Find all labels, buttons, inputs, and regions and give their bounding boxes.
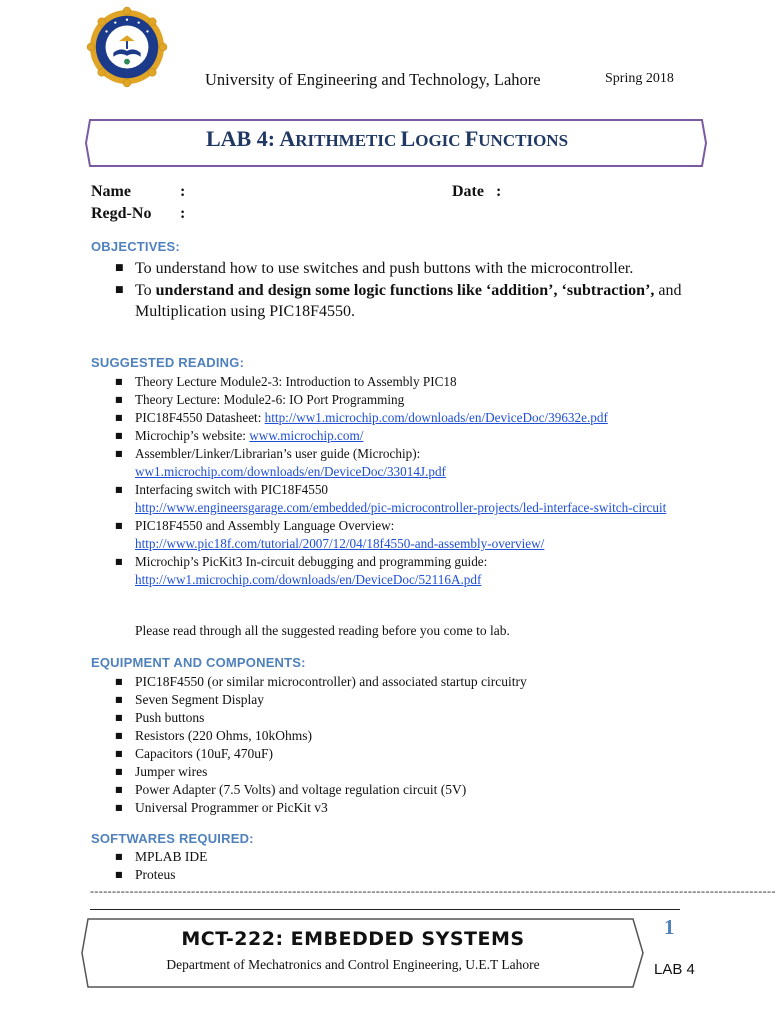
equipment-text: Seven Segment Display — [135, 692, 264, 707]
equipment-text: Universal Programmer or PicKit v3 — [135, 800, 328, 815]
bullet-icon: ■ — [115, 852, 123, 861]
bullet-icon: ■ — [115, 557, 123, 566]
title-word-cap: L — [400, 126, 416, 151]
regd-colon: : — [180, 205, 186, 222]
objective-text: To understand how to use switches and push buttons with the microcontroller. — [135, 260, 634, 277]
list-item — [91, 481, 711, 517]
bullet-icon: ■ — [115, 749, 123, 758]
list-item — [91, 409, 711, 427]
lab-title — [84, 126, 690, 152]
list-item — [91, 673, 711, 691]
bullet-icon: ■ — [115, 695, 123, 704]
software-text: Proteus — [135, 867, 176, 882]
bullet-icon: ■ — [115, 263, 124, 273]
microchip-website-link[interactable]: www.microchip.com/ — [249, 428, 364, 443]
objectives-heading: OBJECTIVES: — [91, 239, 180, 254]
dashed-separator: ------------------------------------------------------------------------------------------------------------------------------------------------------------ — [90, 884, 776, 898]
date-colon: : — [496, 183, 502, 200]
list-item — [91, 280, 701, 322]
title-word-rest: RITHMETIC — [295, 131, 401, 150]
list-item — [91, 691, 711, 709]
list-item — [91, 745, 711, 763]
reading-heading: SUGGESTED READING: — [91, 355, 245, 370]
objectives-list — [91, 258, 701, 323]
objective-text-bold: understand and design some logic functions like ‘addition’, ‘subtraction’, — [155, 282, 655, 299]
equipment-text: Resistors (220 Ohms, 10kOhms) — [135, 728, 313, 743]
bullet-icon: ■ — [115, 431, 123, 440]
switch-interfacing-link[interactable]: http://www.engineersgarage.com/embedded/pic-microcontroller-projects/led-interface-switch-circuit — [135, 500, 667, 515]
course-title: MCT-222: EMBEDDED SYSTEMS — [181, 928, 525, 950]
bullet-icon: ■ — [115, 677, 123, 686]
equipment-heading: EQUIPMENT AND COMPONENTS: — [91, 655, 306, 670]
list-item — [91, 427, 711, 445]
reading-text: Theory Lecture: Module2-6: IO Port Programming — [135, 392, 405, 407]
list-item — [91, 866, 711, 884]
list-item — [91, 373, 711, 391]
equipment-text: Push buttons — [135, 710, 205, 725]
datasheet-link[interactable]: http://ww1.microchip.com/downloads/en/DeviceDoc/39632e.pdf — [264, 410, 608, 425]
list-item — [91, 553, 711, 589]
bullet-icon: ■ — [115, 803, 123, 812]
software-list — [91, 848, 711, 884]
lab-title-prefix: LAB 4: — [205, 126, 280, 151]
list-item — [91, 709, 711, 727]
software-heading: SOFTWARES REQUIRED: — [91, 831, 254, 846]
bullet-icon: ■ — [115, 485, 123, 494]
title-word-cap: A — [279, 126, 296, 151]
list-item — [91, 763, 711, 781]
bullet-icon: ■ — [115, 395, 123, 404]
bullet-icon: ■ — [115, 767, 123, 776]
regd-label: Regd-No — [91, 205, 152, 222]
equipment-text: Power Adapter (7.5 Volts) and voltage regulation circuit (5V) — [135, 782, 467, 797]
name-colon: : — [180, 183, 186, 200]
reading-text: Theory Lecture Module2-3: Introduction to Assembly PIC18 — [135, 374, 457, 389]
bullet-icon: ■ — [115, 713, 123, 722]
bullet-icon: ■ — [115, 449, 123, 458]
reading-text: PIC18F4550 Datasheet: — [135, 410, 265, 425]
equipment-list — [91, 673, 711, 817]
reading-text: Microchip’s PicKit3 In-circuit debugging and programming guide: — [135, 554, 488, 569]
list-item — [91, 848, 711, 866]
bullet-icon: ■ — [115, 377, 123, 386]
list-item — [91, 781, 711, 799]
bullet-icon: ■ — [115, 521, 123, 530]
reading-text: Interfacing switch with PIC18F4550 — [135, 482, 329, 497]
university-name: University of Engineering and Technology, Lahore — [205, 70, 541, 89]
equipment-text: PIC18F4550 (or similar microcontroller) and associated startup circuitry — [135, 674, 527, 689]
lab-label: LAB 4 — [654, 961, 695, 978]
term-label: Spring 2018 — [605, 71, 674, 86]
reading-text: Microchip’s website: — [135, 428, 250, 443]
objective-text-plain: To — [135, 282, 156, 299]
title-word-cap: F — [464, 126, 479, 151]
bullet-icon: ■ — [115, 731, 123, 740]
pickit3-guide-link[interactable]: http://ww1.microchip.com/downloads/en/DeviceDoc/52116A.pdf — [135, 572, 482, 587]
assembly-overview-link[interactable]: http://www.pic18f.com/tutorial/2007/12/04/18f4550-and-assembly-overview/ — [135, 536, 545, 551]
page-number: 1 — [664, 915, 675, 939]
bullet-icon: ■ — [115, 413, 123, 422]
bullet-icon: ■ — [115, 285, 124, 295]
equipment-text: Jumper wires — [135, 764, 208, 779]
bullet-icon: ■ — [115, 870, 123, 879]
university-seal-icon — [88, 8, 166, 86]
title-word-rest: OGIC — [415, 131, 465, 150]
reading-list — [91, 373, 711, 589]
assembler-guide-link[interactable]: ww1.microchip.com/downloads/en/DeviceDoc/33014J.pdf — [135, 464, 446, 479]
list-item — [91, 727, 711, 745]
bullet-icon: ■ — [115, 785, 123, 794]
department-name: Department of Mechatronics and Control Engineering, U.E.T Lahore — [166, 957, 540, 972]
equipment-text: Capacitors (10uF, 470uF) — [135, 746, 274, 761]
list-item — [91, 391, 711, 409]
date-label: Date — [452, 183, 484, 200]
reading-text: Assembler/Linker/Librarian’s user guide (Microchip): — [135, 446, 421, 461]
reading-text: PIC18F4550 and Assembly Language Overview: — [135, 518, 395, 533]
reading-note: Please read through all the suggested reading before you come to lab. — [135, 623, 510, 638]
list-item — [91, 517, 711, 553]
title-word-rest: UNCTIONS — [478, 131, 569, 150]
list-item — [91, 799, 711, 817]
name-label: Name — [91, 183, 131, 200]
software-text: MPLAB IDE — [135, 849, 208, 864]
list-item — [91, 445, 711, 481]
footer-rule — [90, 909, 680, 910]
list-item — [91, 258, 701, 279]
objective-text-tail: and Multiplication using PIC18F4550. — [135, 282, 682, 320]
